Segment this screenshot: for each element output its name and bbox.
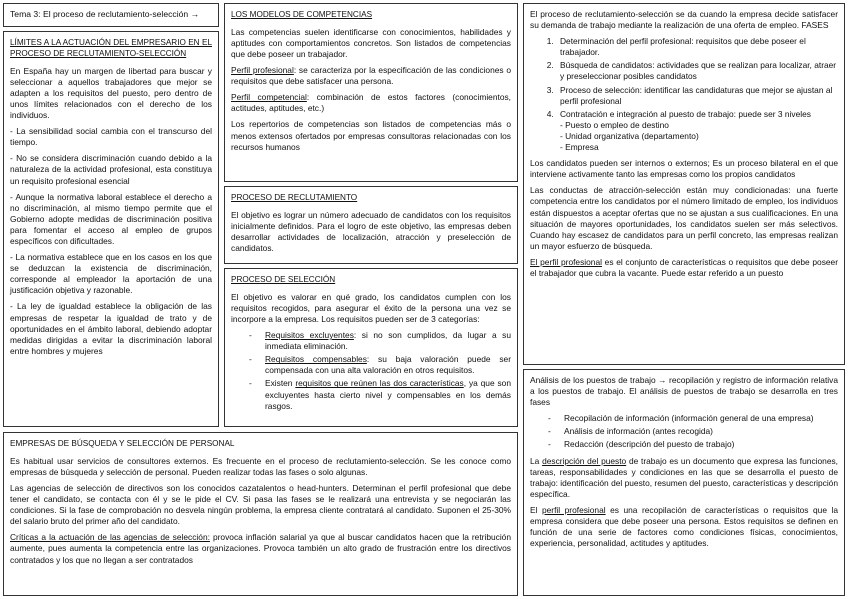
- analisis-p3: [530, 505, 838, 549]
- modelos-p2: [231, 65, 511, 87]
- proceso-p1: El proceso de reclutamiento-selección se da cuando la empresa decide satisfacer su demanda de trabajo mediante la realización de una oferta de empleo. FASES: [530, 9, 838, 31]
- fase-4-text: Contratación e integración al puesto de trabajo: puede ser 3 niveles: [560, 108, 811, 119]
- perfil-profesional-term: El perfil profesional: [530, 256, 602, 267]
- list-item: [249, 378, 511, 411]
- analisis-box: [523, 369, 845, 596]
- empresas-p1: Es habitual usar servicios de consultores externos. Es frecuente en el proceso de reclutamiento-selección. Se les conoce como empresas de búsqueda y selección de personal. Pueden realizar todas las fases o solo algunas.: [10, 455, 511, 477]
- requisito-text: : su baja valoración puede ser compensada con una alta valoración en otros requisitos.: [265, 354, 511, 376]
- tema-title: Tema 3: El proceso de reclutamiento-selección →: [10, 9, 200, 19]
- requisito-pre: Existen: [265, 378, 296, 389]
- nivel-item: - Unidad organizativa (departamento): [560, 130, 699, 141]
- analisis-p3-pre: El: [530, 504, 542, 515]
- proceso-p2: Los candidatos pueden ser internos o externos; Es un proceso bilateral en el que interviene activamente tanto las empresas como los propios candidatos: [530, 158, 838, 180]
- reclutamiento-p1: El objetivo es lograr un número adecuado de candidatos con los requisitos inicialmente definidos. Para el logro de este objetivo, las empresas deben desarrollar actividades de localización, atracción y preselección de candidatos.: [231, 209, 511, 254]
- limites-p3: - No se considera discriminación cuando debido a la naturaleza de la actividad profesional, esta constituya un requisito profesional esencial: [10, 153, 212, 186]
- empresas-box: [3, 432, 518, 596]
- analisis-p1: Análisis de los puestos de trabajo → recopilación y registro de información relativa a los puestos de trabajo. El análisis de puestos de trabajo se desarrolla en tres fases: [530, 375, 838, 408]
- analisis-p3-text: es una recopilación de características o requisitos que la empresa considera que debe poseer una persona. Estos requisitos se definen en función de una serie de factores como condiciones físicas, conocimientos, experiencia, personalidad, actitudes y aptitudes.: [530, 504, 839, 549]
- limites-p6: - La ley de igualdad establece la obligación de las empresas de respetar la igualdad de trato y de oportunidades en el ámbito laboral, debiendo adoptar medidas dirigidas a evitar la discriminación laboral entre hombres y mujeres: [10, 301, 212, 356]
- limites-p5: - La normativa establece que en los casos en los que se deduzcan la existencia de discriminación, corresponde al empleador la aportación de una justificación objetiva y razonable.: [10, 252, 212, 296]
- analisis-p2-text: de trabajo es un documento que expresa las funciones, tareas, responsabilidades y condiciones en las que se desarrolla el puesto de trabajo: identificación del puesto, resumen del puesto, características y descripción específica.: [530, 455, 838, 499]
- list-item: 3. Proceso de selección: identificar las candidaturas que mejor se ajustan al perfil profesional: [556, 85, 838, 107]
- seleccion-p1: El objetivo es valorar en qué grado, los candidatos cumplen con los requisitos recogidos, para asegurar el éxito de la persona una vez se incorpore a la empresa. Los requisitos pueden ser de 3 categorías:: [231, 291, 511, 325]
- proceso-p4: [530, 257, 838, 279]
- modelos-p1: Las competencias suelen identificarse con conocimientos, habilidades y aptitudes con comportamientos concretos. Son listados de competencias que debe poseer un trabajador.: [231, 26, 511, 60]
- modelos-p3: [231, 92, 511, 114]
- list-item: - Redacción (descripción del puesto de trabajo): [548, 439, 838, 450]
- proceso-p4-text: es el conjunto de características o requisitos que debe poseer el trabajador que cubra la vacante. Puede estar referido a un puesto: [530, 256, 838, 278]
- requisito-term: requisitos que reúnen las dos características: [295, 378, 464, 389]
- criticas-term: Críticas a la actuación de las agencias de selección:: [10, 532, 210, 543]
- proceso-box: [523, 3, 845, 365]
- requisitos-list: [249, 330, 511, 412]
- reclutamiento-heading: PROCESO DE RECLUTAMIENTO: [231, 193, 358, 202]
- nivel-item: - Puesto o empleo de destino: [560, 119, 669, 130]
- fases-list: [556, 36, 838, 153]
- reclutamiento-box: [224, 186, 518, 264]
- list-item: - Recopilación de información (información general de una empresa): [548, 413, 838, 424]
- proceso-p3: Las conductas de atracción-selección están muy condicionadas: una fuerte competencia entre los candidatos por el número limitado de empleo, los individuos están dispuestos a aceptar ofertas que no se ajustan a sus cualificaciones. En una situación de mayores oportunidades, los candidatos suelen ser más selectivos. Cuando hay escasez de candidatos para un perfil concreto, las empresas realizan un mayor esfuerzo de búsqueda.: [530, 185, 838, 251]
- requisito-term: Requisitos excluyentes: [265, 330, 354, 341]
- analisis-p2-pre: La: [530, 455, 543, 466]
- seleccion-heading: PROCESO DE SELECCIÓN: [231, 275, 336, 284]
- empresas-heading: EMPRESAS DE BÚSQUEDA Y SELECCIÓN DE PERSONAL: [10, 439, 235, 448]
- list-item: [249, 354, 511, 376]
- analisis-p2: [530, 456, 838, 500]
- requisito-text: , ya que son excluyentes hasta cierto nivel y compensables en los demás rasgos.: [265, 378, 511, 411]
- perfil-competencial-term: Perfil competencial: [231, 92, 307, 103]
- list-item: [556, 109, 838, 153]
- list-item: [249, 330, 511, 352]
- perfil-profesional-term: Perfil profesional: [231, 65, 294, 76]
- list-item: 1. Determinación del perfil profesional: requisitos que debe poseer el trabajador.: [556, 36, 838, 58]
- modelos-p3-text: : combinación de estos factores (conocimientos, actitudes, aptitudes, etc.): [231, 92, 511, 114]
- limites-p1: En España hay un margen de libertad para buscar y seleccionar a aquellos trabajadores que mejor se adapten a los requisitos del puesto, pero dentro de unos límites relacionados con el derecho de los individuos.: [10, 65, 212, 121]
- list-item: - Análisis de información (antes recogida): [548, 426, 838, 437]
- modelos-box: [224, 3, 518, 182]
- seleccion-box: [224, 268, 518, 427]
- requisito-term: Requisitos compensables: [265, 354, 367, 365]
- modelos-heading: LOS MODELOS DE COMPETENCIAS: [231, 10, 373, 19]
- nivel-item: - Empresa: [560, 142, 599, 153]
- empresas-p2: Las agencias de selección de directivos son los conocidos cazatalentos o head-hunters. Determinan el perfil profesional que debe tener el candidato, se contacta con él y se le pide el CV. Si pasa las fases se le realizará una entrevista y se negociarán las condiciones. Si la fase de comprobación no desvela ningún problema, la empresa cliente contratará al candidato. Suponen el 25-30% del salario bruto del primer año del candidato.: [10, 483, 511, 527]
- empresas-p3-text: provoca inflación salarial ya que al buscar candidatos hacen que la retribución aumente, pues aumenta la competencia entre las organizaciones. Provoca también un alto grado de frustración entre los directivos contratados y los que no llegan a ser contratados: [10, 532, 512, 565]
- empresas-p3: [10, 532, 511, 565]
- limites-p4: - Aunque la normativa laboral establece el derecho a no discriminación, al mismo tiempo permite que el Gobierno adopte medidas de discriminación positiva para fomentar el acceso al empleo de grupos específicos con dificultades.: [10, 191, 212, 246]
- requisito-text: : si no son cumplidos, da lugar a su inmediata eliminación.: [265, 330, 512, 352]
- list-item: 2. Búsqueda de candidatos: actividades que se realizan para localizar, atraer y preseleccionar posibles candidatos: [556, 60, 838, 82]
- limites-p2: - La sensibilidad social cambia con el transcurso del tiempo.: [10, 126, 212, 148]
- descripcion-term: descripción del puesto: [542, 455, 627, 466]
- analisis-list: [548, 413, 838, 450]
- modelos-p4: Los repertorios de competencias son listados de competencias más o menos extensos ofertados por empresas consultoras relacionadas con los recursos humanos: [231, 119, 511, 152]
- modelos-p2-text: : se caracteriza por la especificación de las condiciones o requisitos que debe satisfacer una persona.: [231, 65, 511, 87]
- tema-title-box: [3, 3, 219, 27]
- perfil-profesional-term: perfil profesional: [541, 504, 606, 515]
- limites-box: [3, 31, 219, 427]
- limites-heading: LÍMITES A LA ACTUACIÓN DEL EMPRESARIO EN EL PROCESO DE RECLUTAMIENTO-SELECCIÓN: [10, 38, 212, 58]
